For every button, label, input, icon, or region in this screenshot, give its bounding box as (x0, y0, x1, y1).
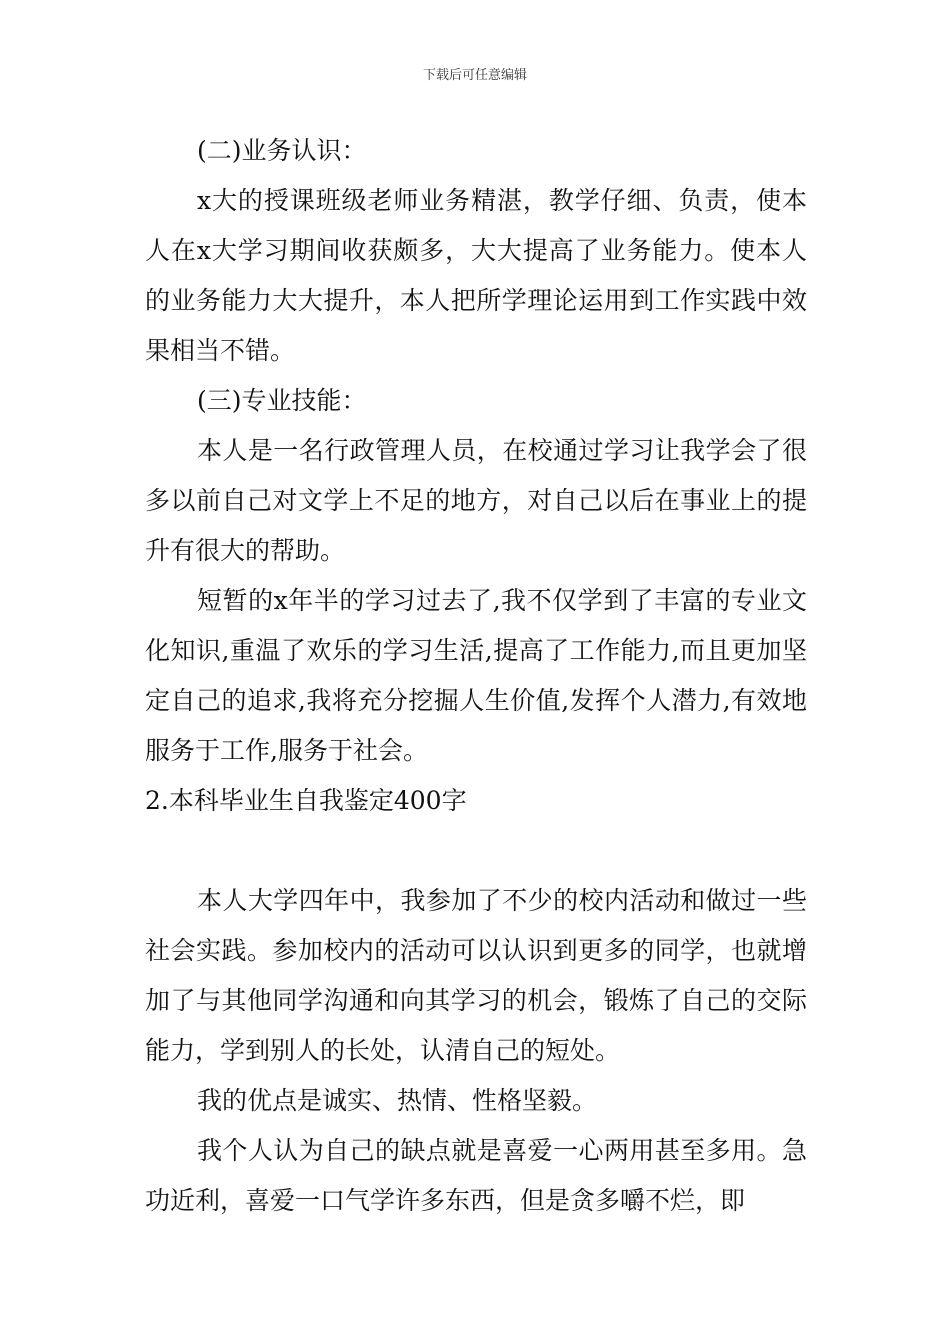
document-body (145, 126, 807, 1226)
paragraph-business: x大的授课班级老师业务精湛，教学仔细、负责，使本人在x大学习期间收获颇多，大大提高了业务能力。使本人的业务能力大大提升，本人把所学理论运用到工作实践中效果相当不错。 (145, 186, 807, 365)
paragraph-weaknesses: 我个人认为自己的缺点就是喜爱一心两用甚至多用。急功近利，喜爱一口气学许多东西，但是贪多嚼不烂，即 (145, 1136, 807, 1215)
section-heading-self-evaluation: 2.本科毕业生自我鉴定400字 (145, 786, 467, 815)
paragraph-strengths: 我的优点是诚实、热情、性格坚毅。 (197, 1086, 598, 1115)
section-heading-skills: (三)专业技能： (197, 386, 367, 415)
paragraph-skills: 本人是一名行政管理人员，在校通过学习让我学会了很多以前自己对文学上不足的地方，对自己以后在事业上的提升有很大的帮助。 (145, 436, 807, 565)
section-heading-business: (二)业务认识： (197, 136, 367, 165)
page-header-note: 下载后可任意编辑 (422, 68, 527, 83)
paragraph-summary: 短暂的x年半的学习过去了,我不仅学到了丰富的专业文化知识,重温了欢乐的学习生活,提高了工作能力,而且更加坚定自己的追求,我将充分挖掘人生价值,发挥个人潜力,有效地服务于工作,服务于社会。 (145, 586, 807, 765)
blank-line (145, 826, 807, 876)
paragraph-activities: 本人大学四年中，我参加了不少的校内活动和做过一些社会实践。参加校内的活动可以认识到更多的同学，也就增加了与其他同学沟通和向其学习的机会，锻炼了自己的交际能力，学到别人的长处，认清自己的短处。 (145, 886, 807, 1065)
